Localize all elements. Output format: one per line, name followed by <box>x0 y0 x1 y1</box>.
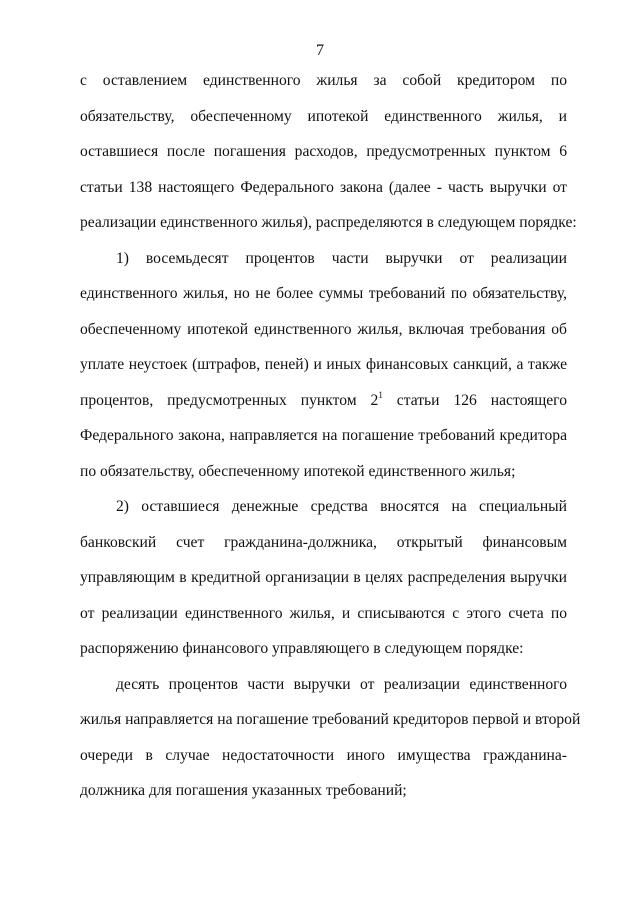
superscript: 1 <box>378 389 383 400</box>
text-line: 2) оставшиеся денежные средства вносятся на специальный <box>116 498 567 515</box>
text-fragment: статьи 126 настоящего <box>382 391 567 409</box>
text-line: статьи 138 настоящего Федерального закона (далее - часть выручки от <box>80 178 567 196</box>
text-line: с оставлением единственного жилья за собой кредитором по <box>80 72 567 89</box>
text-line: обеспеченному ипотекой единственного жилья, включая требования об <box>80 320 567 338</box>
text-line: от реализации единственного жилья, и списываются с этого счета по <box>80 604 567 622</box>
text-line: по обязательству, обеспеченному ипотекой единственного жилья; <box>80 462 516 480</box>
text-line: единственного жилья, но не более суммы требований по обязательству, <box>80 285 567 302</box>
text-line: очереди в случае недостаточности иного имущества гражданина- <box>80 746 567 764</box>
text-line: обязательству, обеспеченному ипотекой единственного жилья, и <box>80 107 567 125</box>
text-line: жилья направляется на погашение требований кредиторов первой и второй <box>80 711 581 728</box>
text-line: 1) восемьдесят процентов части выручки от реализации <box>116 249 567 267</box>
text-line: банковский счет гражданина-должника, открытый финансовым <box>80 533 567 551</box>
text-line: десять процентов части выручки от реализации единственного <box>116 675 567 693</box>
page-number: 7 <box>316 42 324 59</box>
document-body <box>80 70 581 816</box>
text-fragment: процентов, предусмотренных пунктом 2 <box>80 391 379 409</box>
text-line: оставшиеся после погашения расходов, предусмотренных пунктом 6 <box>80 143 567 160</box>
text-line: Федерального закона, направляется на погашение требований кредитора <box>80 427 567 444</box>
text-line: должника для погашения указанных требований; <box>80 782 407 799</box>
text-line: распоряжению финансового управляющего в следующем порядке: <box>80 640 524 657</box>
text-line: реализации единственного жилья), распределяются в следующем порядке: <box>80 214 577 231</box>
text-line: управляющим в кредитной организации в целях распределения выручки <box>80 569 567 586</box>
text-line: уплате неустоек (штрафов, пеней) и иных финансовых санкций, а также <box>80 356 567 373</box>
text-line-with-superscript <box>80 390 567 426</box>
